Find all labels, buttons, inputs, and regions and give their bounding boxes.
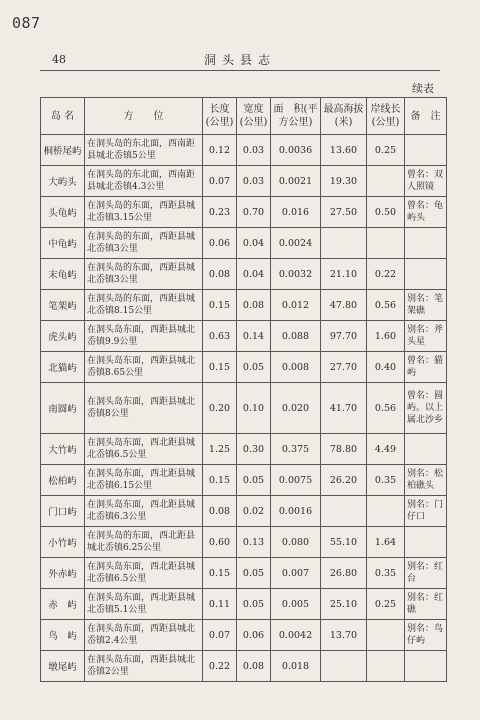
cell-location: 在洞头岛的东北面，西南距县城北岙镇5公里 <box>85 135 203 166</box>
cell-island-name: 外赤屿 <box>41 558 85 589</box>
table-row <box>41 651 447 682</box>
cell-area: 0.080 <box>271 527 321 558</box>
table-row <box>41 352 447 383</box>
cell-length: 0.12 <box>203 135 237 166</box>
cell-remarks: 曾名：龟屿头 <box>405 197 447 228</box>
cell-altitude: 41.70 <box>321 383 367 434</box>
header-island-name: 岛 名 <box>41 98 85 135</box>
cell-island-name: 末龟屿 <box>41 259 85 290</box>
cell-remarks <box>405 135 447 166</box>
page-number: 48 <box>52 53 66 66</box>
cell-area: 0.375 <box>271 434 321 465</box>
cell-width: 0.04 <box>237 228 271 259</box>
cell-altitude: 47.80 <box>321 290 367 321</box>
cell-area: 0.005 <box>271 589 321 620</box>
cell-island-name: 赤 屿 <box>41 589 85 620</box>
island-table <box>40 97 453 682</box>
cell-width: 0.03 <box>237 135 271 166</box>
cell-location: 在洞头岛东面，西距县城北岙镇2公里 <box>85 651 203 682</box>
cell-area: 0.0036 <box>271 135 321 166</box>
cell-location: 在洞头岛东面，西距县城北岙镇8.65公里 <box>85 352 203 383</box>
header-remarks: 备 注 <box>405 98 447 135</box>
cell-length: 0.07 <box>203 166 237 197</box>
cell-island-name: 松柏屿 <box>41 465 85 496</box>
scan-number: 087 <box>12 14 41 32</box>
cell-altitude: 55.10 <box>321 527 367 558</box>
cell-altitude: 26.20 <box>321 465 367 496</box>
cell-width: 0.04 <box>237 259 271 290</box>
cell-width: 0.05 <box>237 465 271 496</box>
cell-area: 0.0032 <box>271 259 321 290</box>
cell-altitude <box>321 228 367 259</box>
cell-remarks: 别名：门仔口 <box>405 496 447 527</box>
continued-label: 续表 <box>412 82 434 95</box>
cell-shoreline <box>367 166 405 197</box>
cell-island-name: 中龟屿 <box>41 228 85 259</box>
cell-area: 0.0021 <box>271 166 321 197</box>
table-row <box>41 620 447 651</box>
cell-shoreline: 0.35 <box>367 465 405 496</box>
cell-length: 0.63 <box>203 321 237 352</box>
table-row <box>41 135 447 166</box>
table-row <box>41 589 447 620</box>
cell-island-name: 笔架屿 <box>41 290 85 321</box>
table-row <box>41 259 447 290</box>
table-row <box>41 228 447 259</box>
cell-area: 0.0042 <box>271 620 321 651</box>
cell-width: 0.02 <box>237 496 271 527</box>
cell-location: 在洞头岛东面，西距县城北岙镇8公里 <box>85 383 203 434</box>
cell-altitude: 13.70 <box>321 620 367 651</box>
table-row <box>41 558 447 589</box>
cell-length: 0.11 <box>203 589 237 620</box>
cell-location: 在洞头岛的东面，西距县城北岙镇3.15公里 <box>85 197 203 228</box>
cell-area: 0.0016 <box>271 496 321 527</box>
cell-remarks: 曾名：猫 屿 <box>405 352 447 383</box>
cell-length: 0.60 <box>203 527 237 558</box>
cell-remarks: 别名：红礁 <box>405 589 447 620</box>
cell-shoreline: 0.25 <box>367 589 405 620</box>
cell-shoreline: 0.35 <box>367 558 405 589</box>
cell-shoreline <box>367 620 405 651</box>
cell-location: 在洞头岛东面，西距县城北岙镇9.9公里 <box>85 321 203 352</box>
cell-shoreline: 0.50 <box>367 197 405 228</box>
cell-area: 0.0024 <box>271 228 321 259</box>
table-row <box>41 290 447 321</box>
cell-shoreline: 0.25 <box>367 135 405 166</box>
cell-length: 0.23 <box>203 197 237 228</box>
cell-shoreline: 0.40 <box>367 352 405 383</box>
cell-altitude <box>321 496 367 527</box>
cell-island-name: 虎头屿 <box>41 321 85 352</box>
cell-island-name: 大竹屿 <box>41 434 85 465</box>
cell-length: 0.07 <box>203 620 237 651</box>
cell-remarks: 别名：鸟仔屿 <box>405 620 447 651</box>
cell-area: 0.020 <box>271 383 321 434</box>
cell-width: 0.14 <box>237 321 271 352</box>
cell-area: 0.007 <box>271 558 321 589</box>
cell-length: 0.15 <box>203 290 237 321</box>
header-width: 宽度(公里) <box>237 98 271 135</box>
cell-length: 0.08 <box>203 496 237 527</box>
cell-width: 0.05 <box>237 589 271 620</box>
cell-location: 在洞头岛的东面，西距县城北岙镇8.15公里 <box>85 290 203 321</box>
table-row <box>41 321 447 352</box>
cell-location: 在洞头岛东面，西北距县城北岙镇5.1公里 <box>85 589 203 620</box>
cell-length: 0.06 <box>203 228 237 259</box>
cell-island-name: 大屿头 <box>41 166 85 197</box>
table-row <box>41 434 447 465</box>
cell-remarks <box>405 651 447 682</box>
cell-remarks: 曾名：双人照镜 <box>405 166 447 197</box>
cell-location: 在洞头岛的东面，西距县城北岙镇3公里 <box>85 228 203 259</box>
table-row <box>41 527 447 558</box>
header-shoreline: 岸线长(公里) <box>367 98 405 135</box>
cell-length: 0.08 <box>203 259 237 290</box>
cell-shoreline: 4.49 <box>367 434 405 465</box>
cell-length: 0.15 <box>203 352 237 383</box>
cell-length: 0.22 <box>203 651 237 682</box>
cell-area: 0.018 <box>271 651 321 682</box>
cell-altitude: 27.70 <box>321 352 367 383</box>
cell-remarks: 曾名：圆屿。以上属北沙乡 <box>405 383 447 434</box>
table-header-row <box>41 98 447 135</box>
cell-area: 0.0075 <box>271 465 321 496</box>
cell-width: 0.06 <box>237 620 271 651</box>
cell-width: 0.10 <box>237 383 271 434</box>
cell-shoreline <box>367 228 405 259</box>
table-row <box>41 465 447 496</box>
cell-shoreline: 1.60 <box>367 321 405 352</box>
cell-remarks: 别名：红台 <box>405 558 447 589</box>
cell-location: 在洞头岛东面，西北距县城北岙镇6.15公里 <box>85 465 203 496</box>
cell-area: 0.008 <box>271 352 321 383</box>
cell-altitude: 21.10 <box>321 259 367 290</box>
cell-width: 0.03 <box>237 166 271 197</box>
cell-location: 在洞头岛的东面，西距县城北岙镇3公里 <box>85 259 203 290</box>
header-altitude: 最高海拔(米) <box>321 98 367 135</box>
cell-location: 在洞头岛东面，西北距县城北岙镇6.5公里 <box>85 558 203 589</box>
cell-area: 0.012 <box>271 290 321 321</box>
cell-location: 在洞头岛东面，西北距县城北岙镇6.3公里 <box>85 496 203 527</box>
cell-island-name: 门口屿 <box>41 496 85 527</box>
cell-island-name: 小竹屿 <box>41 527 85 558</box>
cell-altitude: 97.70 <box>321 321 367 352</box>
cell-altitude: 27.50 <box>321 197 367 228</box>
cell-location: 在洞头岛东面，西距县城北岙镇2.4公里 <box>85 620 203 651</box>
table-row <box>41 496 447 527</box>
table-row <box>41 383 447 434</box>
cell-length: 0.15 <box>203 558 237 589</box>
header-length: 长度(公里) <box>203 98 237 135</box>
cell-remarks <box>405 434 447 465</box>
cell-island-name: 北猫屿 <box>41 352 85 383</box>
cell-remarks: 别名：松柏礁头 <box>405 465 447 496</box>
cell-remarks <box>405 259 447 290</box>
cell-length: 0.20 <box>203 383 237 434</box>
cell-length: 1.25 <box>203 434 237 465</box>
cell-shoreline <box>367 651 405 682</box>
cell-location: 在洞头岛的东面，西北距县城北岙镇6.25公里 <box>85 527 203 558</box>
cell-altitude <box>321 651 367 682</box>
cell-remarks: 别名：斧头星 <box>405 321 447 352</box>
cell-island-name: 墩尾屿 <box>41 651 85 682</box>
page-title: 洞头县志 <box>203 53 276 67</box>
header-rule <box>40 70 440 71</box>
cell-location: 在洞头岛东面，西北距县城北岙镇6.5公里 <box>85 434 203 465</box>
header-area: 面 积(平方公里) <box>271 98 321 135</box>
table-row <box>41 166 447 197</box>
cell-width: 0.30 <box>237 434 271 465</box>
cell-remarks <box>405 228 447 259</box>
cell-island-name: 南圆屿 <box>41 383 85 434</box>
cell-shoreline: 0.22 <box>367 259 405 290</box>
cell-location: 在洞头岛的东北面，西南距县城北岙镇4.3公里 <box>85 166 203 197</box>
cell-shoreline: 0.56 <box>367 290 405 321</box>
cell-altitude: 13.60 <box>321 135 367 166</box>
cell-shoreline: 0.56 <box>367 383 405 434</box>
cell-island-name: 桐桥尾屿 <box>41 135 85 166</box>
cell-width: 0.05 <box>237 352 271 383</box>
cell-area: 0.088 <box>271 321 321 352</box>
cell-altitude: 78.80 <box>321 434 367 465</box>
cell-island-name: 头龟屿 <box>41 197 85 228</box>
cell-width: 0.70 <box>237 197 271 228</box>
table-row <box>41 197 447 228</box>
cell-width: 0.08 <box>237 651 271 682</box>
cell-remarks <box>405 527 447 558</box>
cell-width: 0.13 <box>237 527 271 558</box>
cell-shoreline <box>367 496 405 527</box>
cell-width: 0.08 <box>237 290 271 321</box>
header-location: 方 位 <box>85 98 203 135</box>
cell-altitude: 19.30 <box>321 166 367 197</box>
cell-remarks: 别名：笔架礁 <box>405 290 447 321</box>
cell-width: 0.05 <box>237 558 271 589</box>
cell-island-name: 鸟 屿 <box>41 620 85 651</box>
cell-altitude: 26.80 <box>321 558 367 589</box>
cell-altitude: 25.10 <box>321 589 367 620</box>
cell-area: 0.016 <box>271 197 321 228</box>
cell-shoreline: 1.64 <box>367 527 405 558</box>
cell-length: 0.15 <box>203 465 237 496</box>
